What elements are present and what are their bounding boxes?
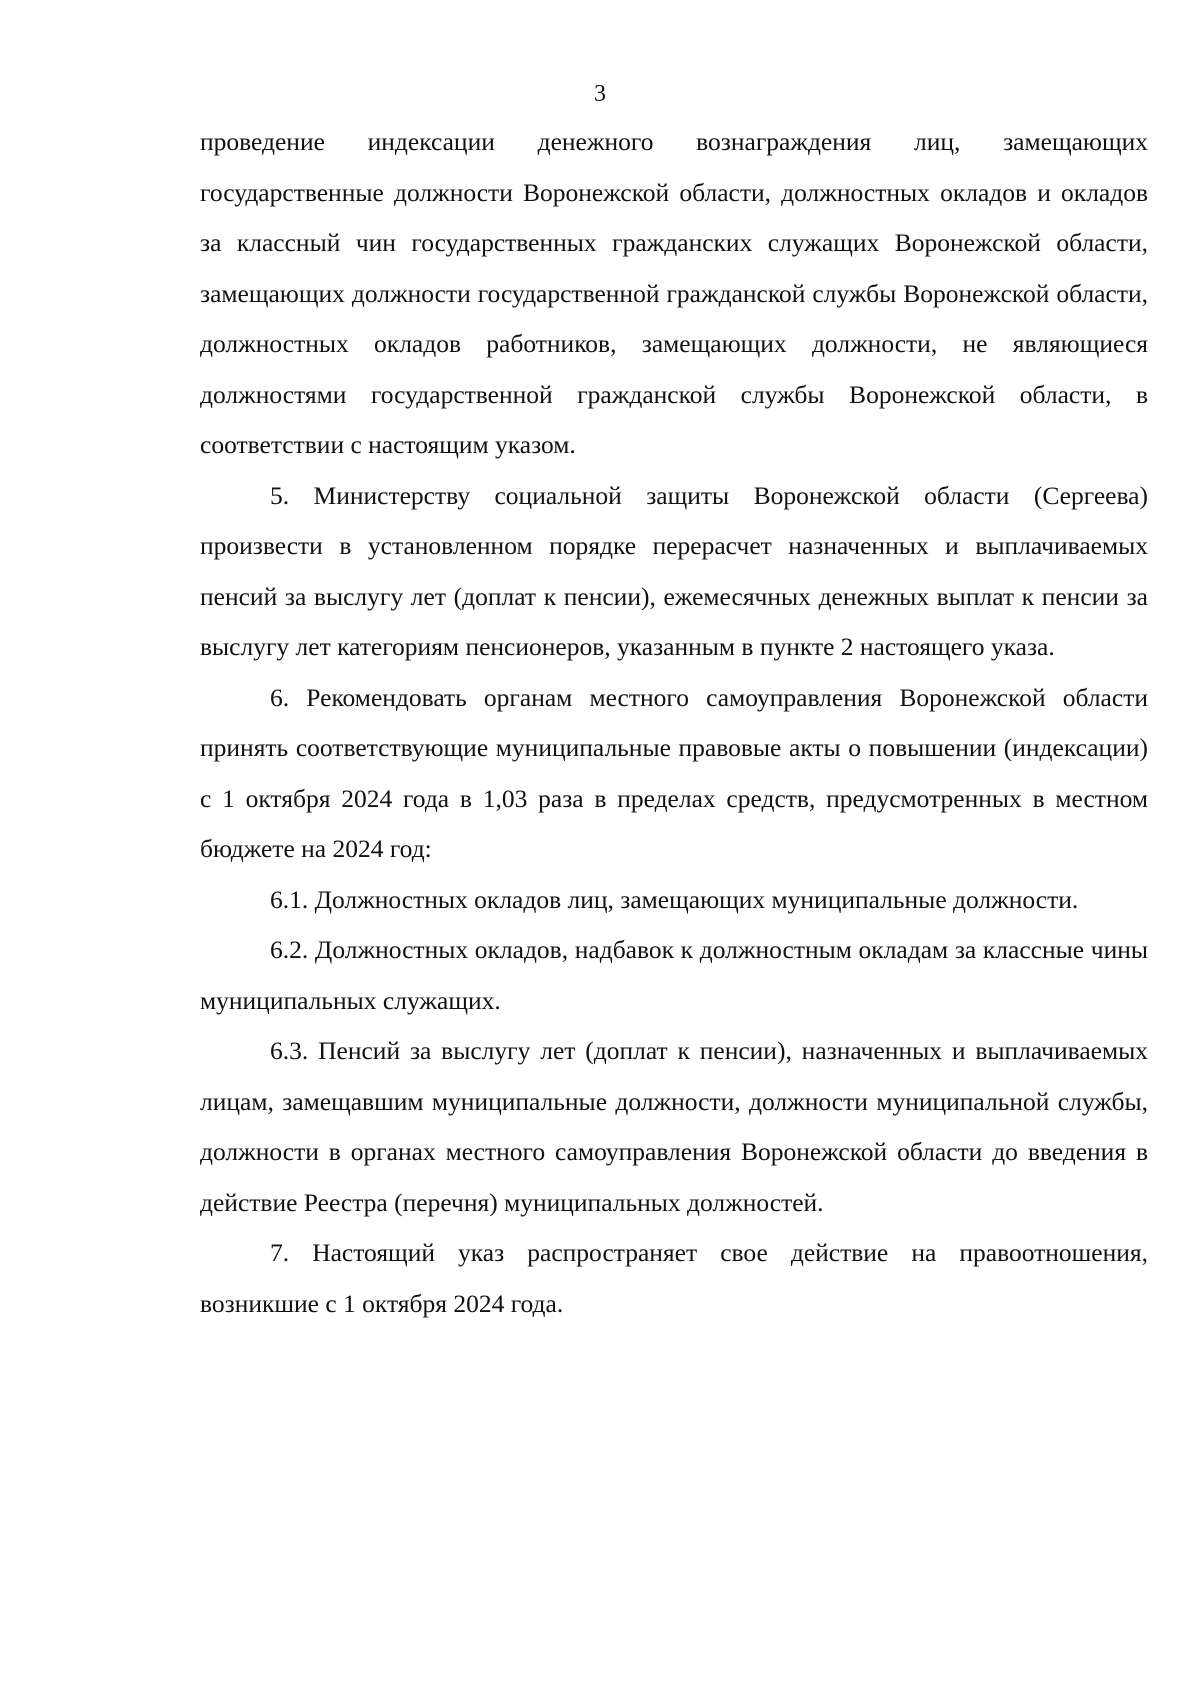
paragraph-continuation: проведение индексации денежного вознаграждения лиц, замещающих государственные должности Воронежской области, должностных окладов и окладов за классный чин государственных гражданских служащих Воронежской области, замещающих должности государственной гражданской службы Воронежской области, должностных окладов работников, замещающих должности, не являющиеся должностями государственной гражданской службы Воронежской области, в соответствии с настоящим указом. — [200, 127, 1148, 459]
paragraph-item-6: 6. Рекомендовать органам местного самоуправления Воронежской области принять соответствующие муниципальные правовые акты о повышении (индексации) с 1 октября 2024 года в 1,03 раза в пределах средств, предусмотренных в местном бюджете на 2024 год: — [200, 682, 1148, 863]
paragraph-item-6-2: 6.2. Должностных окладов, надбавок к должностным окладам за классные чины муниципальных служащих. — [200, 935, 1148, 1015]
page-number: 3 — [594, 81, 606, 107]
paragraph-item-6-3: 6.3. Пенсий за выслугу лет (доплат к пенсии), назначенных и выплачиваемых лицам, замещавшим муниципальные должности, должности муниципальной службы, должности в органах местного самоуправления Воронежской области до введения в действие Реестра (перечня) муниципальных должностей. — [200, 1036, 1148, 1217]
paragraph-item-7: 7. Настоящий указ распространяет свое действие на правоотношения, возникшие с 1 октября 2024 года. — [200, 1238, 1148, 1318]
paragraph-item-6-1: 6.1. Должностных окладов лиц, замещающих муниципальные должности. — [270, 884, 1079, 914]
paragraph-item-5: 5. Министерству социальной защиты Воронежской области (Сергеева) произвести в установленном порядке перерасчет назначенных и выплачиваемых пенсий за выслугу лет (доплат к пенсии), ежемесячных денежных выплат к пенсии за выслугу лет категориям пенсионеров, указанным в пункте 2 настоящего указа. — [200, 480, 1148, 661]
document-body — [200, 117, 1148, 1329]
